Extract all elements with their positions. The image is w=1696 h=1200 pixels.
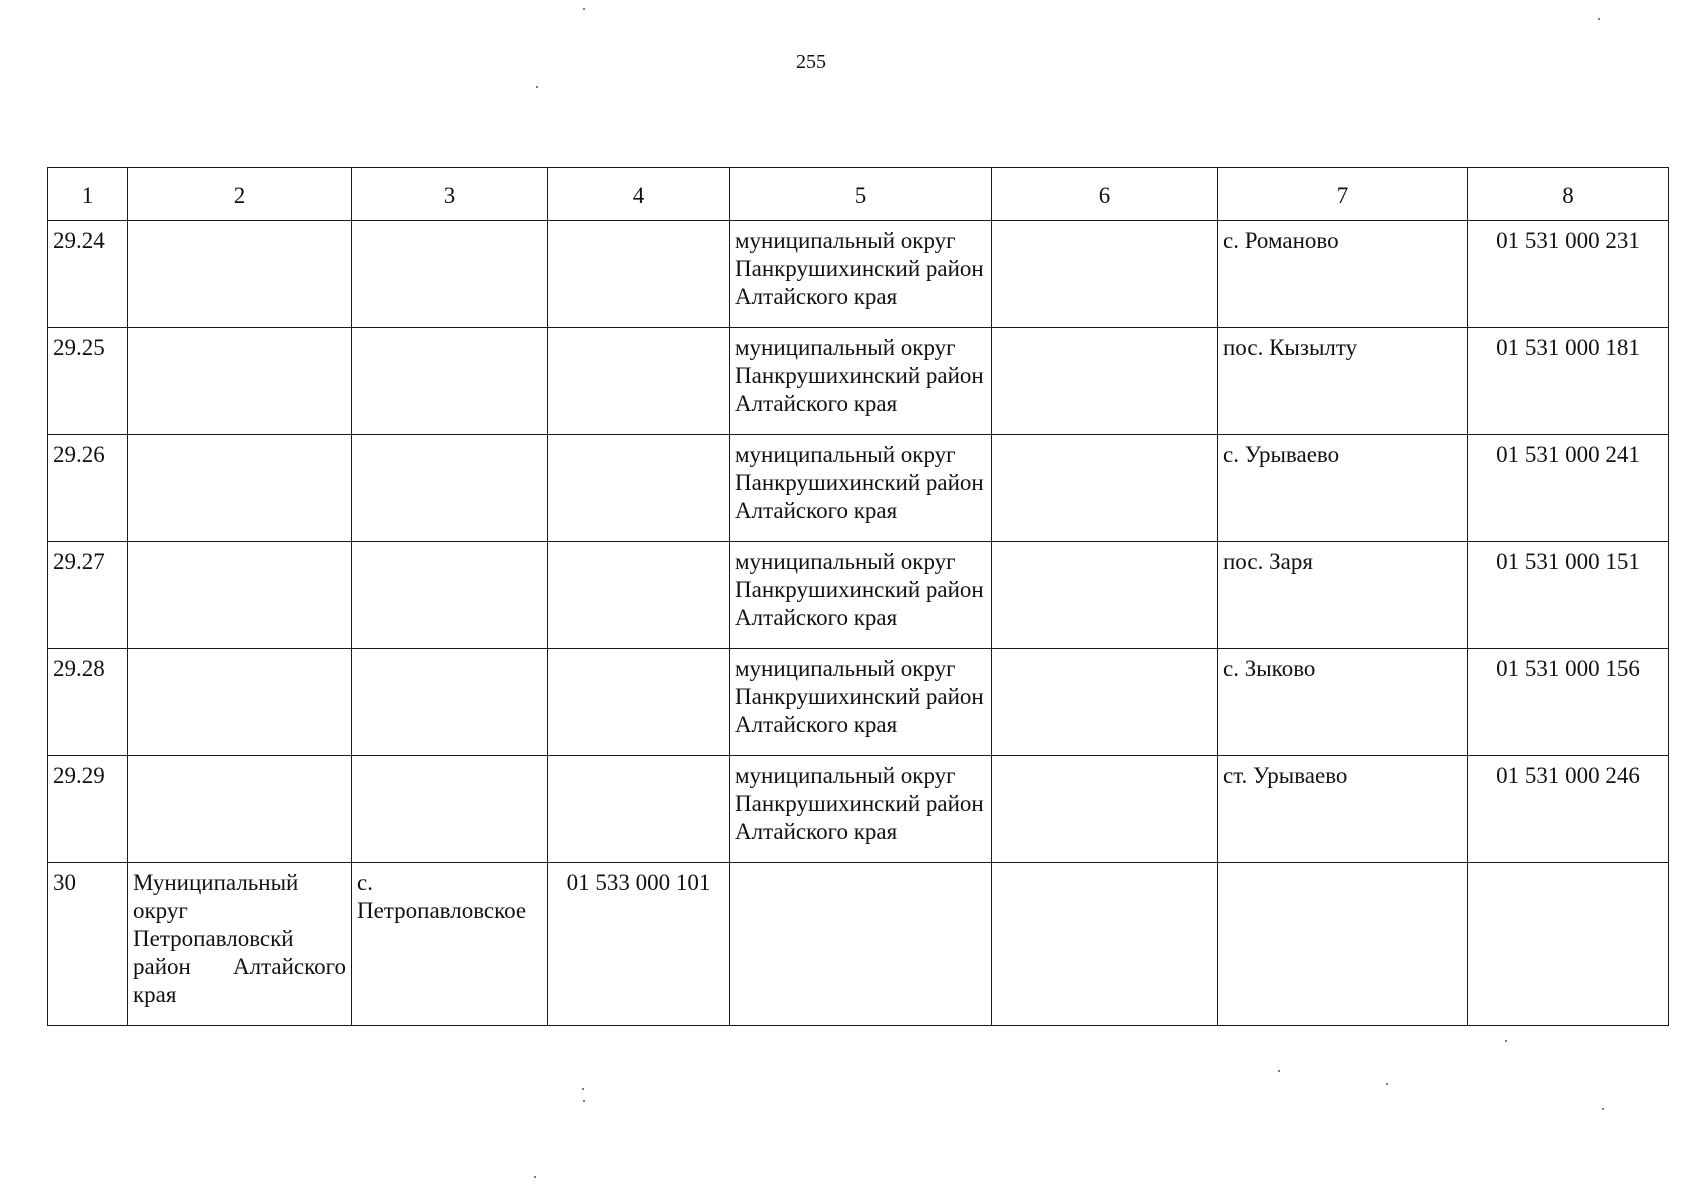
district-cell: муниципальный округ Панкрушихинский район Алтайского края xyxy=(730,542,992,649)
admin-center-cell xyxy=(352,649,548,756)
page-number: 255 xyxy=(796,51,826,73)
scan-speck xyxy=(536,86,538,88)
settlement-code-cell: 01 531 000 241 xyxy=(1468,435,1669,542)
settlement-code-cell xyxy=(1468,863,1669,1026)
district-cell xyxy=(730,863,992,1026)
municipality-cell xyxy=(128,435,352,542)
table-row xyxy=(48,649,1669,756)
district-cell: муниципальный округ Панкрушихинский район Алтайского края xyxy=(730,435,992,542)
admin-center-code-cell xyxy=(548,649,730,756)
scan-speck xyxy=(583,1100,585,1102)
district-cell: муниципальный округ Панкрушихинский район Алтайского края xyxy=(730,756,992,863)
admin-center-code-cell xyxy=(548,756,730,863)
settlement-cell xyxy=(1218,863,1468,1026)
scan-speck xyxy=(582,1088,584,1090)
district-cell: муниципальный округ Панкрушихинский район Алтайского края xyxy=(730,221,992,328)
table-row xyxy=(48,542,1669,649)
municipality-cell xyxy=(128,328,352,435)
admin-center-cell xyxy=(352,435,548,542)
column-header: 4 xyxy=(548,168,730,221)
table-row xyxy=(48,435,1669,542)
empty-cell xyxy=(992,863,1218,1026)
empty-cell xyxy=(992,542,1218,649)
column-header: 7 xyxy=(1218,168,1468,221)
admin-center-code-cell xyxy=(548,435,730,542)
column-header: 2 xyxy=(128,168,352,221)
table-row xyxy=(48,221,1669,328)
column-header: 6 xyxy=(992,168,1218,221)
scan-speck xyxy=(1505,1040,1507,1042)
admin-center-cell: с. Петропавловское xyxy=(352,863,548,1026)
row-number-cell: 30 xyxy=(48,863,128,1026)
district-cell: муниципальный округ Панкрушихинский район Алтайского края xyxy=(730,328,992,435)
row-number-cell: 29.28 xyxy=(48,649,128,756)
column-header: 3 xyxy=(352,168,548,221)
scan-speck xyxy=(1602,1108,1604,1110)
settlement-code-cell: 01 531 000 156 xyxy=(1468,649,1669,756)
column-header: 1 xyxy=(48,168,128,221)
settlement-cell: пос. Кызылту xyxy=(1218,328,1468,435)
scan-speck xyxy=(1598,18,1600,20)
municipality-cell: Муниципальный округ Петропавловскй район Алтайского края xyxy=(128,863,352,1026)
settlement-cell: пос. Заря xyxy=(1218,542,1468,649)
settlement-cell: с. Зыково xyxy=(1218,649,1468,756)
scan-speck xyxy=(534,1176,536,1178)
table-row xyxy=(48,328,1669,435)
row-number-cell: 29.27 xyxy=(48,542,128,649)
admin-center-cell xyxy=(352,542,548,649)
scan-speck xyxy=(1278,1070,1280,1072)
empty-cell xyxy=(992,221,1218,328)
settlement-code-cell: 01 531 000 246 xyxy=(1468,756,1669,863)
empty-cell xyxy=(992,756,1218,863)
row-number-cell: 29.26 xyxy=(48,435,128,542)
admin-center-cell xyxy=(352,221,548,328)
empty-cell xyxy=(992,649,1218,756)
settlements-table xyxy=(47,167,1669,1026)
admin-center-code-cell: 01 533 000 101 xyxy=(548,863,730,1026)
municipality-cell xyxy=(128,756,352,863)
scan-speck xyxy=(1386,1083,1388,1085)
table-row xyxy=(48,863,1669,1026)
settlement-code-cell: 01 531 000 181 xyxy=(1468,328,1669,435)
settlement-cell: ст. Урываево xyxy=(1218,756,1468,863)
admin-center-cell xyxy=(352,756,548,863)
settlement-cell: с. Романово xyxy=(1218,221,1468,328)
scan-speck xyxy=(583,8,585,10)
settlement-code-cell: 01 531 000 231 xyxy=(1468,221,1669,328)
header-row xyxy=(48,168,1669,221)
column-header: 8 xyxy=(1468,168,1669,221)
settlement-cell: с. Урываево xyxy=(1218,435,1468,542)
admin-center-code-cell xyxy=(548,328,730,435)
row-number-cell: 29.29 xyxy=(48,756,128,863)
admin-center-code-cell xyxy=(548,221,730,328)
row-number-cell: 29.25 xyxy=(48,328,128,435)
district-cell: муниципальный округ Панкрушихинский район Алтайского края xyxy=(730,649,992,756)
column-header: 5 xyxy=(730,168,992,221)
municipality-cell xyxy=(128,221,352,328)
municipality-cell xyxy=(128,542,352,649)
table-row xyxy=(48,756,1669,863)
admin-center-code-cell xyxy=(548,542,730,649)
municipality-cell xyxy=(128,649,352,756)
empty-cell xyxy=(992,435,1218,542)
row-number-cell: 29.24 xyxy=(48,221,128,328)
empty-cell xyxy=(992,328,1218,435)
settlement-code-cell: 01 531 000 151 xyxy=(1468,542,1669,649)
admin-center-cell xyxy=(352,328,548,435)
